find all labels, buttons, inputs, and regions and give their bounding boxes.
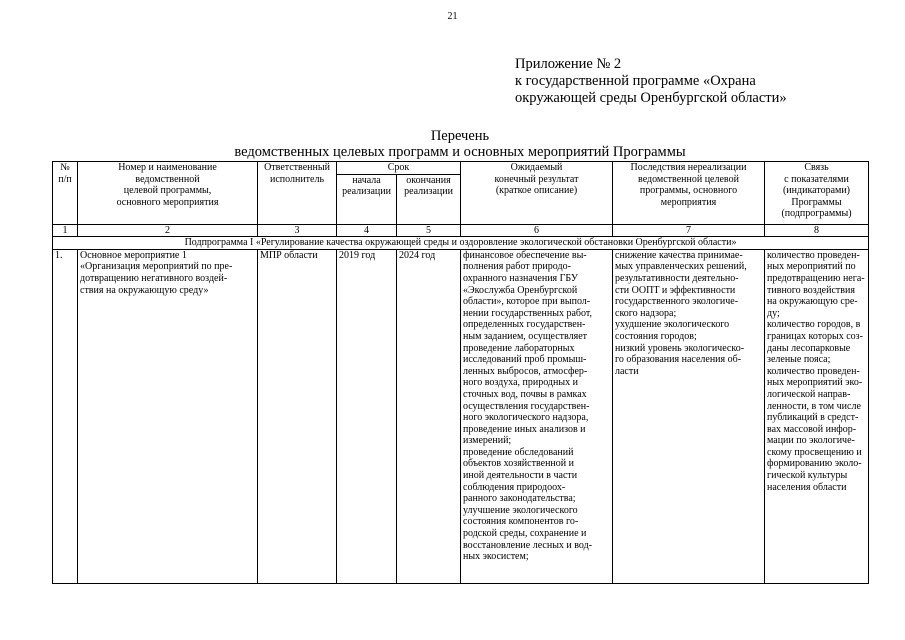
programs-table [52, 161, 869, 584]
text-line: ду; [767, 307, 780, 319]
text-line: тивного воздействия [767, 284, 855, 296]
text-line: реализации [342, 186, 391, 198]
text-line: проведение обследований [463, 446, 574, 458]
text-line: населения области [767, 481, 847, 493]
header-start [337, 174, 397, 224]
text-line: улучшение экологического [463, 504, 578, 516]
text-line: (подпрограммы) [781, 208, 852, 220]
text-line: зеленые пояса; [767, 354, 831, 366]
text-line: мероприятия [660, 196, 717, 208]
subprogram-title: Подпрограмма I «Регулирование качества окружающей среды и оздоровление экологической обстановки Оренбургской области» [53, 237, 869, 250]
text-line: Последствия нереализации [630, 162, 747, 173]
text-line: исследований проб промыш- [463, 354, 587, 366]
appendix-line: к государственной программе «Охрана [515, 73, 756, 89]
text-line: дотвращению негативного воздей- [80, 272, 228, 284]
text-line: логической направ- [767, 388, 851, 400]
text-line: ных экосистем; [463, 551, 529, 563]
text-line: охранного назначения ГБУ [463, 272, 578, 284]
text-line: (краткое описание) [495, 185, 578, 197]
text-line: гической культуры [767, 470, 848, 482]
text-line: состояния городов; [615, 330, 697, 342]
text-line: на окружающую сре- [767, 296, 858, 308]
text-line: проведение лабораторных [463, 342, 575, 354]
header-name [78, 162, 258, 225]
text-line: количество проведен- [767, 249, 860, 261]
text-line: ведомственной [135, 173, 200, 185]
header-link [765, 162, 869, 225]
text-line: Ожидаемый [510, 162, 563, 173]
column-number: 5 [397, 224, 461, 237]
text-line: основного мероприятия [116, 196, 219, 208]
text-line: программы, основного [639, 185, 738, 197]
text-line: иной деятельности в части [463, 470, 578, 482]
text-line: ного экологического надзора, [463, 412, 589, 424]
column-number: 7 [613, 224, 765, 237]
text-line: нении государственных работ, [463, 307, 592, 319]
header-consequences [613, 162, 765, 225]
subprogram-row [53, 237, 869, 250]
text-line: ленных выбросов, атмосфер- [463, 365, 588, 377]
text-line: состояния компонентов го- [463, 516, 579, 528]
text-line: мых управленческих решений, [615, 261, 747, 273]
appendix-line: окружающей среды Оренбургской области» [515, 90, 787, 106]
row-result [461, 249, 613, 583]
text-line: ухудшение экологического [615, 319, 730, 331]
row-link [765, 249, 869, 583]
title-line: Перечень [430, 128, 490, 144]
appendix-line: Приложение № 2 [515, 56, 622, 72]
text-line: ранного законодательства; [463, 493, 576, 505]
text-line: скому просвещению и [767, 446, 862, 458]
text-line: восстановление лесных и вод- [463, 539, 593, 551]
text-line: конечный результат [494, 173, 579, 185]
text-line: «Организация мероприятий по пре- [80, 261, 233, 273]
text-line: даны лесопарковые [767, 342, 851, 354]
text-line: № [60, 162, 70, 173]
row-executor: МПР области [258, 249, 337, 583]
header-num [53, 162, 78, 225]
column-number: 6 [461, 224, 613, 237]
column-number: 2 [78, 224, 258, 237]
text-line: «Экослужба Оренбургской [463, 284, 578, 296]
text-line: ных мероприятий эко- [767, 377, 863, 389]
text-line: сточных вод, почвы в рамках [463, 388, 587, 400]
text-line: соблюдения природоох- [463, 481, 566, 493]
text-line: публикаций в средст- [767, 412, 859, 424]
text-line: ных мероприятий по [767, 261, 856, 273]
text-line: Ответственный [264, 162, 330, 173]
text-line: с показателями [784, 173, 849, 185]
text-line: (индикаторами) [782, 185, 851, 197]
text-line: п/п [58, 173, 72, 185]
text-line: низкий уровень экологическо- [615, 342, 745, 354]
table-row [53, 249, 869, 583]
text-line: ского надзора; [615, 307, 677, 319]
text-line: Основное мероприятие 1 [80, 249, 187, 261]
row-name [78, 249, 258, 583]
column-number: 3 [258, 224, 337, 237]
text-line: сти ООПТ и эффективности [615, 284, 736, 296]
header-row [53, 162, 869, 175]
text-line: объектов хозяйственной и [463, 458, 574, 470]
text-line: проведение иных анализов и [463, 423, 586, 435]
header-result [461, 162, 613, 225]
text-line: полнения работ природо- [463, 261, 571, 273]
text-line: определенных государствен- [463, 319, 586, 331]
text-line: ленности, в том числе [767, 400, 861, 412]
text-line: Связь [804, 162, 829, 173]
text-line: количество городов, в [767, 319, 861, 331]
text-line: ного воздуха, природных и [463, 377, 578, 389]
title-line: ведомственных целевых программ и основных мероприятий Программы [234, 144, 686, 160]
text-line: измерений; [463, 435, 512, 447]
text-line: снижение качества принимае- [615, 249, 743, 261]
text-line: осуществления государствен- [463, 400, 590, 412]
appendix-heading [515, 56, 787, 107]
text-line: предотвращению нега- [767, 272, 865, 284]
text-line: окончания [406, 174, 451, 186]
text-line: вах массовой инфор- [767, 423, 857, 435]
text-line: исполнитель [269, 173, 325, 185]
column-number: 8 [765, 224, 869, 237]
header-term: Срок [337, 162, 461, 175]
row-num: 1. [53, 249, 78, 583]
text-line: мации по экологиче- [767, 435, 855, 447]
text-line: результативности деятельно- [615, 272, 739, 284]
text-line: области», которое при выпол- [463, 296, 591, 308]
row-consequences [613, 249, 765, 583]
text-line: ласти [615, 365, 639, 377]
text-line: целевой программы, [123, 185, 212, 197]
text-line: формированию эколо- [767, 458, 862, 470]
column-numbers-row [53, 224, 869, 237]
header-executor [258, 162, 337, 225]
text-line: финансовое обеспечение вы- [463, 249, 587, 261]
page-number: 21 [447, 11, 458, 22]
text-line: количество проведен- [767, 365, 860, 377]
text-line: Программы [791, 196, 842, 208]
text-line: родской среды, сохранение и [463, 528, 587, 540]
text-line: государственного экологиче- [615, 296, 739, 308]
text-line: Номер и наименование [118, 162, 217, 173]
row-start: 2019 год [337, 249, 397, 583]
text-line: реализации [404, 186, 453, 198]
text-line: границах которых соз- [767, 330, 863, 342]
row-end: 2024 год [397, 249, 461, 583]
column-number: 1 [53, 224, 78, 237]
header-end [397, 174, 461, 224]
column-number: 4 [337, 224, 397, 237]
text-line: го образования населения об- [615, 354, 742, 366]
text-line: ным заданием, осуществляет [463, 330, 588, 342]
text-line: ведомственной целевой [638, 173, 739, 185]
text-line: ствия на окружающую среду» [80, 284, 209, 296]
document-title [52, 128, 868, 160]
text-line: начала [352, 174, 381, 186]
